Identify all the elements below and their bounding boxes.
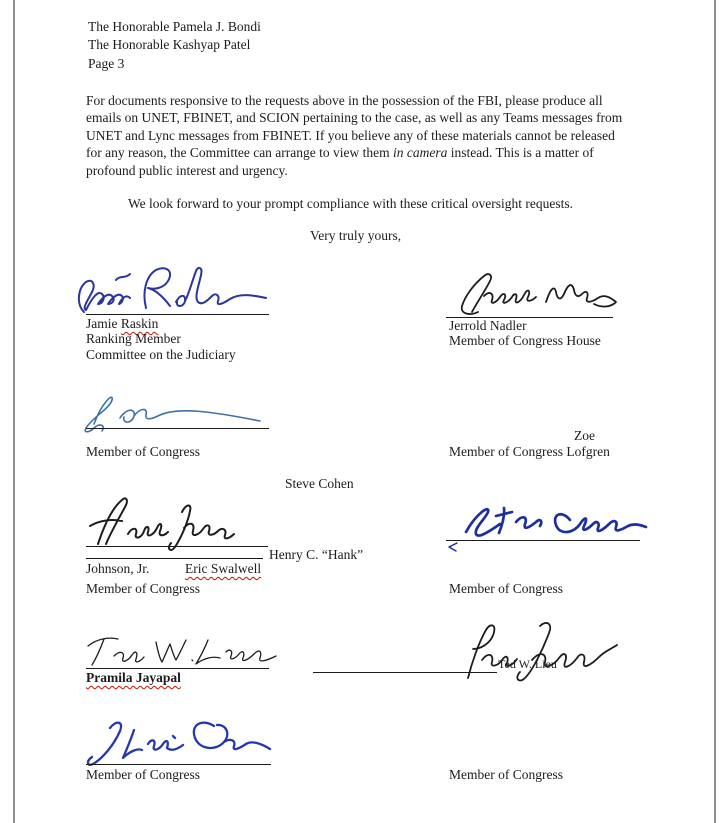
raskin-first-name: Jamie bbox=[86, 316, 121, 331]
correa-signature-rule bbox=[86, 764, 271, 765]
recipient-line-2: The Honorable Kashyap Patel bbox=[88, 37, 251, 52]
lofgren-left-title: Member of Congress bbox=[86, 444, 200, 459]
johnson-signature-rule-1 bbox=[86, 546, 268, 547]
johnson-title: Member of Congress bbox=[86, 581, 200, 596]
lofgren-first-name: Zoe bbox=[574, 428, 595, 443]
cohen-typed-name-center: Steve Cohen bbox=[285, 476, 354, 491]
cohen-signature-rule bbox=[446, 540, 640, 541]
nadler-typed-name: Jerrold Nadler bbox=[449, 318, 527, 333]
swalwell-typed-name: Eric Swalwell bbox=[185, 561, 262, 576]
johnson-signature-rule-2 bbox=[86, 558, 263, 559]
nadler-title: Member of Congress House bbox=[449, 333, 601, 348]
lofgren-right-line: Member of Congress Lofgren bbox=[449, 444, 610, 459]
cohen-signature-flourish bbox=[447, 542, 459, 552]
raskin-signature-rule bbox=[86, 314, 269, 315]
zoe-lofgren-signature bbox=[74, 386, 269, 434]
jamie-raskin-signature bbox=[72, 258, 272, 316]
request-paragraph bbox=[86, 92, 630, 179]
page-number: Page 3 bbox=[88, 56, 125, 71]
page-edge-left bbox=[13, 0, 15, 823]
pramila-jayapal-signature bbox=[452, 618, 622, 684]
ted-lieu-signature bbox=[80, 628, 285, 670]
lieu-signature-rule bbox=[86, 668, 269, 669]
lofgren-signature-rule bbox=[86, 428, 269, 429]
bottom-right-title: Member of Congress bbox=[449, 767, 563, 782]
cohen-title: Member of Congress bbox=[449, 581, 563, 596]
request-text-italic: in camera bbox=[393, 145, 448, 161]
steve-cohen-signature bbox=[450, 498, 650, 542]
johnson-name-part-2: Johnson, Jr. bbox=[86, 561, 150, 576]
raskin-title-1: Ranking Member bbox=[86, 331, 181, 346]
page-edge-right bbox=[714, 0, 716, 823]
luis-correa-signature bbox=[80, 712, 275, 766]
compliance-line: We look forward to your prompt compliance with these critical oversight requests. bbox=[128, 196, 574, 211]
jayapal-typed-name: Pramila Jayapal bbox=[86, 670, 181, 685]
correa-title: Member of Congress bbox=[86, 767, 200, 782]
raskin-title-2: Committee on the Judiciary bbox=[86, 347, 236, 362]
request-text-post: instead. This is a matter of profound public interest and urgency. bbox=[86, 145, 594, 178]
johnson-name-part-1: Henry C. “Hank” bbox=[269, 547, 364, 562]
jerrold-nadler-signature bbox=[448, 266, 618, 318]
valediction: Very truly yours, bbox=[310, 228, 402, 243]
request-text-pre: For documents responsive to the requests above in the possession of the FBI, please produce all emails on UNET, FBINET, and SCION pertaining to the case, as well as any Teams messages from UNET and Lync messages from FBINET. If you believe any of these materials cannot be released for any reason, the Committee can arrange to view them bbox=[86, 93, 623, 161]
lieu-typed-name-overlapped: Ted W. Lieu bbox=[498, 657, 557, 671]
hank-johnson-signature bbox=[82, 494, 242, 552]
raskin-typed-name bbox=[86, 316, 158, 332]
raskin-last-name: Raskin bbox=[120, 316, 159, 331]
recipient-line-1: The Honorable Pamela J. Bondi bbox=[88, 19, 261, 34]
